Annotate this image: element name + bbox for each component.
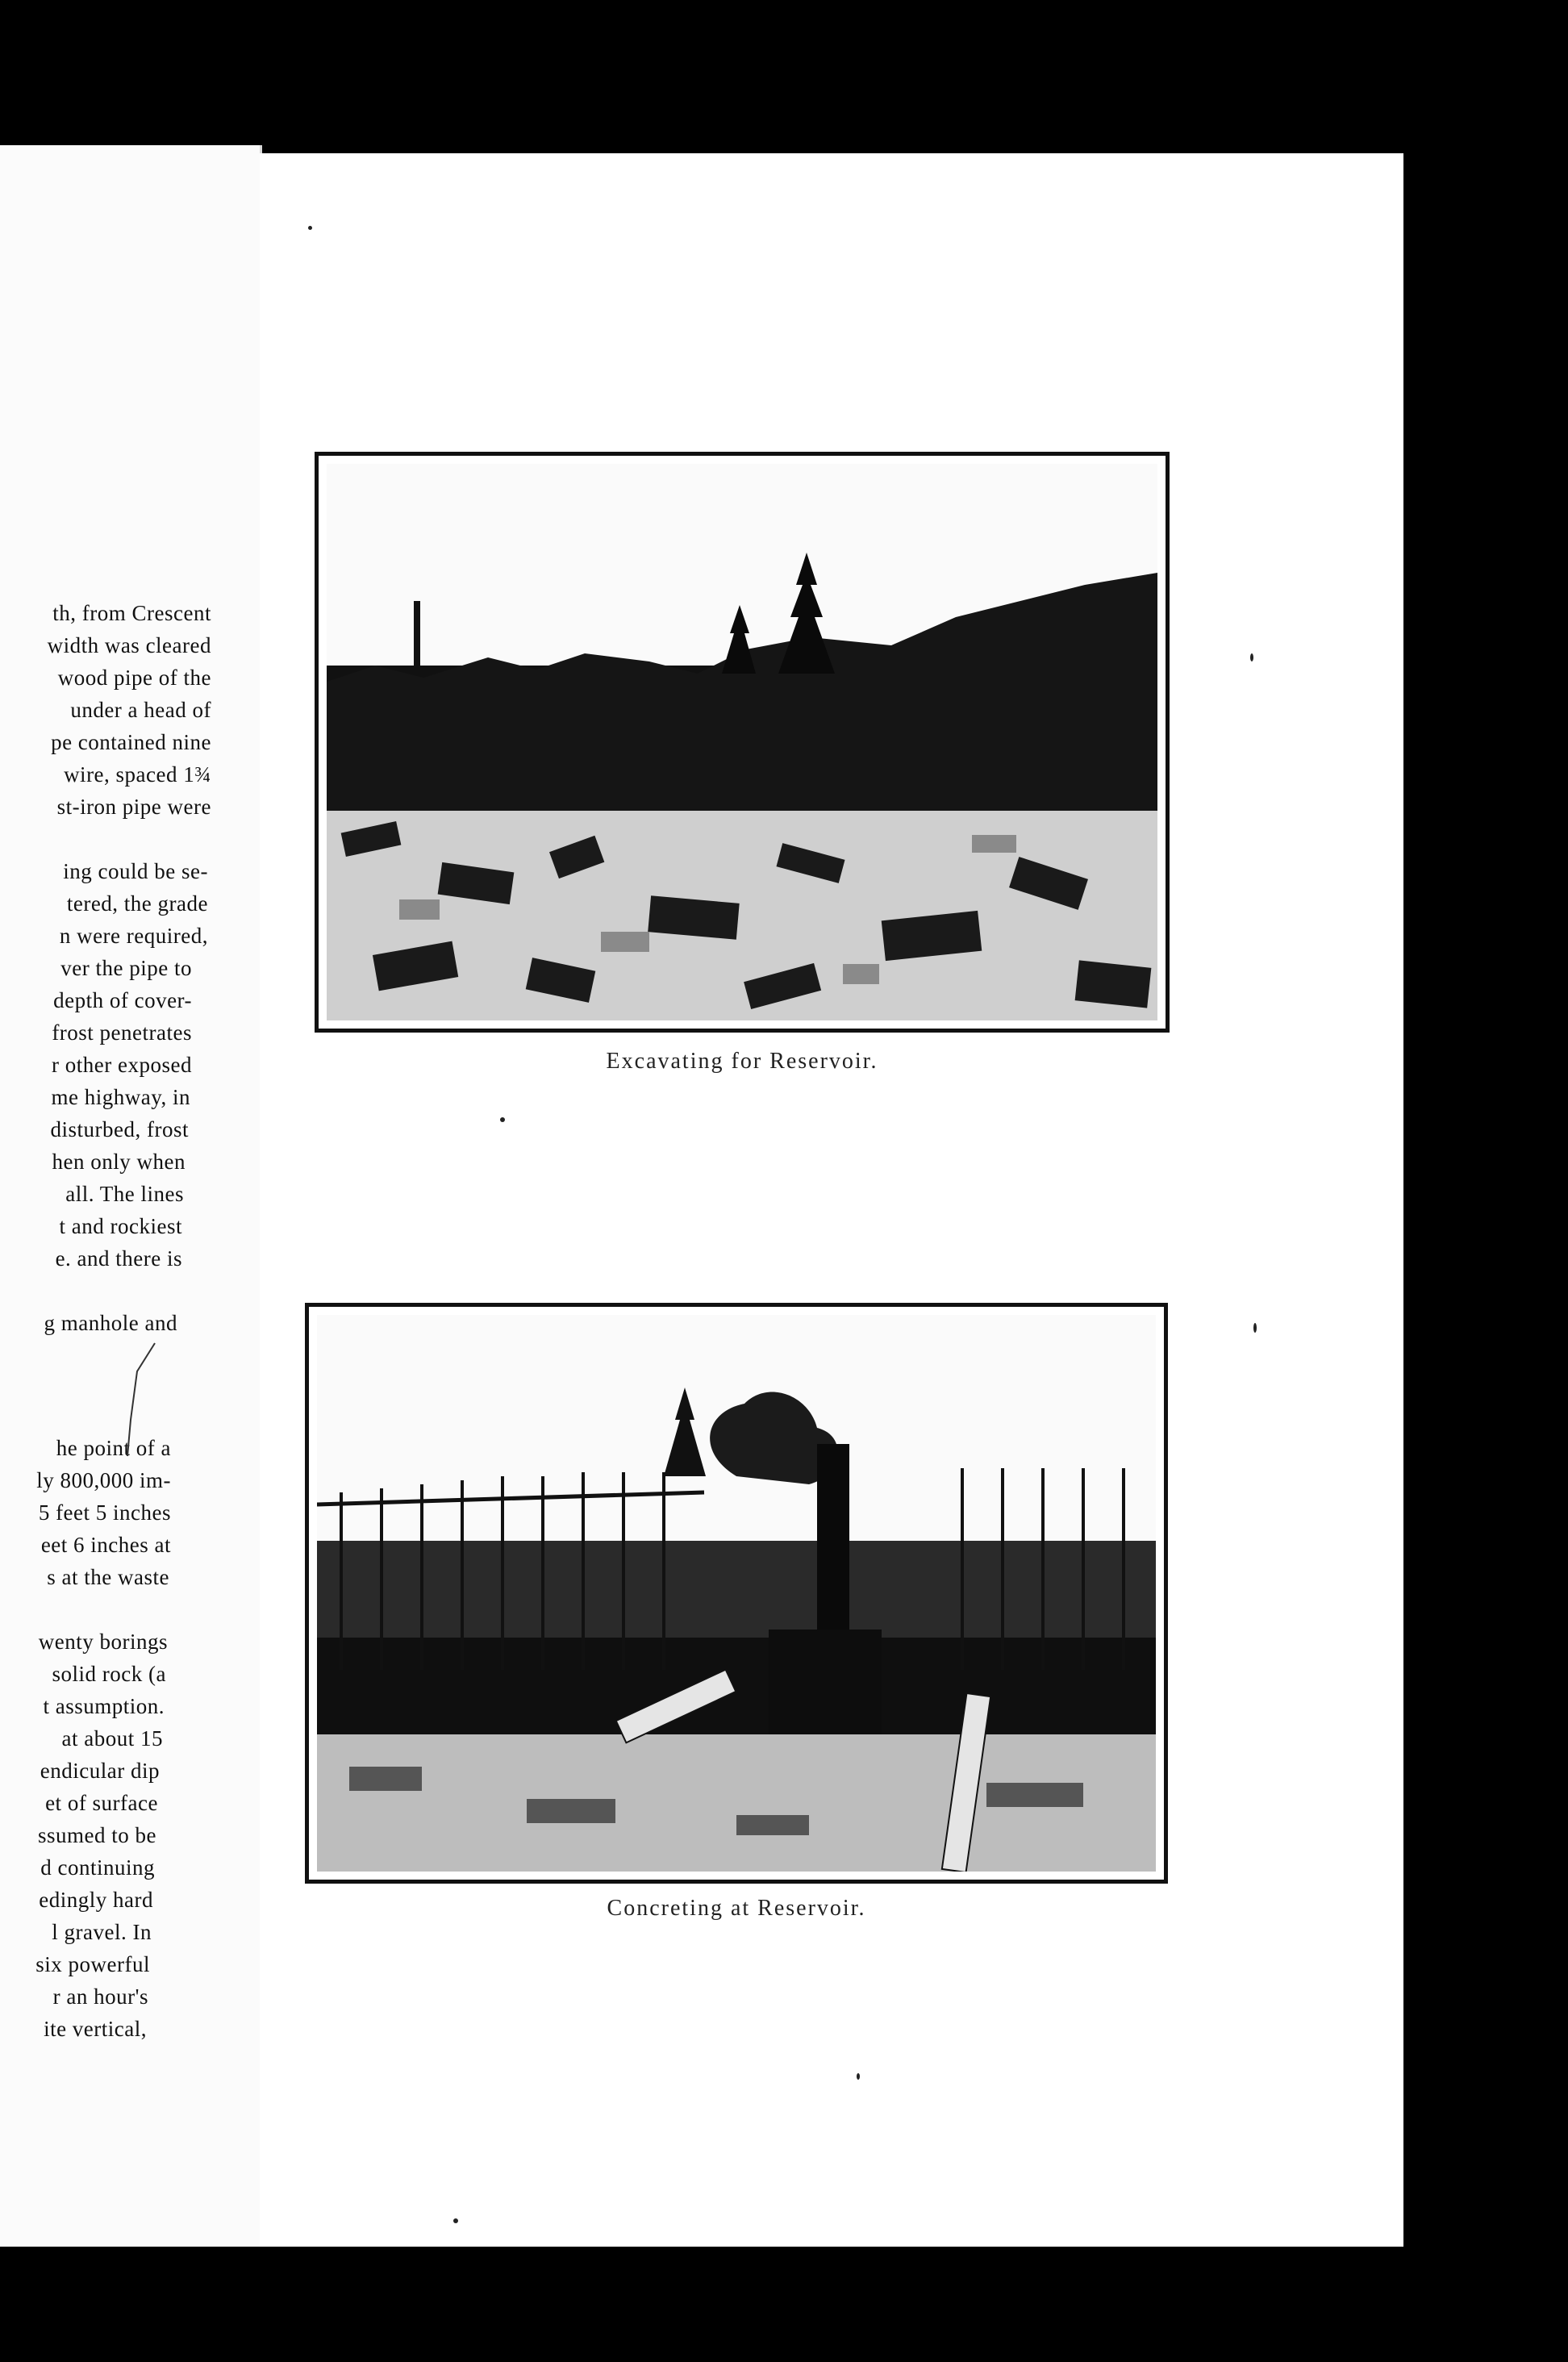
- text-line: e. and there is: [55, 1246, 182, 1271]
- text-line: me highway, in: [51, 1085, 190, 1109]
- text-line: disturbed, frost: [50, 1117, 189, 1141]
- text-line: s at the waste: [47, 1565, 169, 1589]
- text-line: et of surface: [45, 1791, 158, 1815]
- text-line: r other exposed: [52, 1053, 192, 1077]
- text-line: t assumption.: [43, 1694, 165, 1718]
- text-line: under a head of: [70, 698, 211, 722]
- photo-excavating-reservoir: [315, 452, 1170, 1033]
- text-line: d continuing: [40, 1855, 155, 1880]
- text-line: width was cleared: [47, 633, 211, 657]
- text-line: th, from Crescent: [52, 601, 211, 625]
- text-line: st-iron pipe were: [56, 795, 211, 819]
- dust-speck: [1250, 653, 1253, 661]
- photo-excavation-image: [327, 464, 1157, 1020]
- text-line: six powerful: [35, 1952, 150, 1976]
- text-line: eet 6 inches at: [40, 1533, 171, 1557]
- photo-concreting-image: [317, 1315, 1156, 1872]
- text-line: all. The lines: [65, 1182, 184, 1206]
- text-line: 5 feet 5 inches: [38, 1500, 171, 1525]
- photo-caption: Excavating for Reservoir.: [606, 1049, 878, 1074]
- right-page: [260, 153, 1403, 2247]
- text-line: pe contained nine: [51, 730, 211, 754]
- dust-speck: [1253, 1323, 1257, 1333]
- text-line: g manhole and: [44, 1311, 177, 1335]
- pencil-mark: [113, 1339, 161, 1460]
- dust-speck: [308, 226, 312, 230]
- text-line: ssumed to be: [38, 1823, 156, 1847]
- text-line: n were required,: [59, 924, 208, 948]
- text-line: ite vertical,: [44, 2017, 147, 2041]
- left-page: [0, 145, 262, 2247]
- text-line: wood pipe of the: [57, 666, 211, 690]
- dust-speck: [500, 1117, 505, 1122]
- text-line: wenty borings: [38, 1630, 168, 1654]
- text-line: l gravel. In: [52, 1920, 152, 1944]
- text-line: r an hour's: [52, 1984, 148, 2009]
- text-line: depth of cover-: [53, 988, 192, 1012]
- text-line: at about 15: [61, 1726, 163, 1751]
- text-line: wire, spaced 1¾: [64, 762, 211, 787]
- text-line: ly 800,000 im-: [36, 1468, 171, 1492]
- text-line: he point of a: [56, 1436, 171, 1460]
- dust-speck: [857, 2073, 860, 2080]
- text-line: tered, the grade: [66, 891, 208, 916]
- dust-speck: [453, 2218, 458, 2223]
- text-line: t and rockiest: [59, 1214, 182, 1238]
- text-line: solid rock (a: [52, 1662, 166, 1686]
- text-line: hen only when: [52, 1150, 186, 1174]
- text-line: ing could be se-: [63, 859, 208, 883]
- text-line: endicular dip: [40, 1759, 160, 1783]
- text-line: frost penetrates: [52, 1020, 192, 1045]
- text-line: ver the pipe to: [60, 956, 192, 980]
- photo-concreting-reservoir: [305, 1303, 1168, 1884]
- text-line: edingly hard: [39, 1888, 153, 1912]
- photo-caption: Concreting at Reservoir.: [607, 1896, 866, 1921]
